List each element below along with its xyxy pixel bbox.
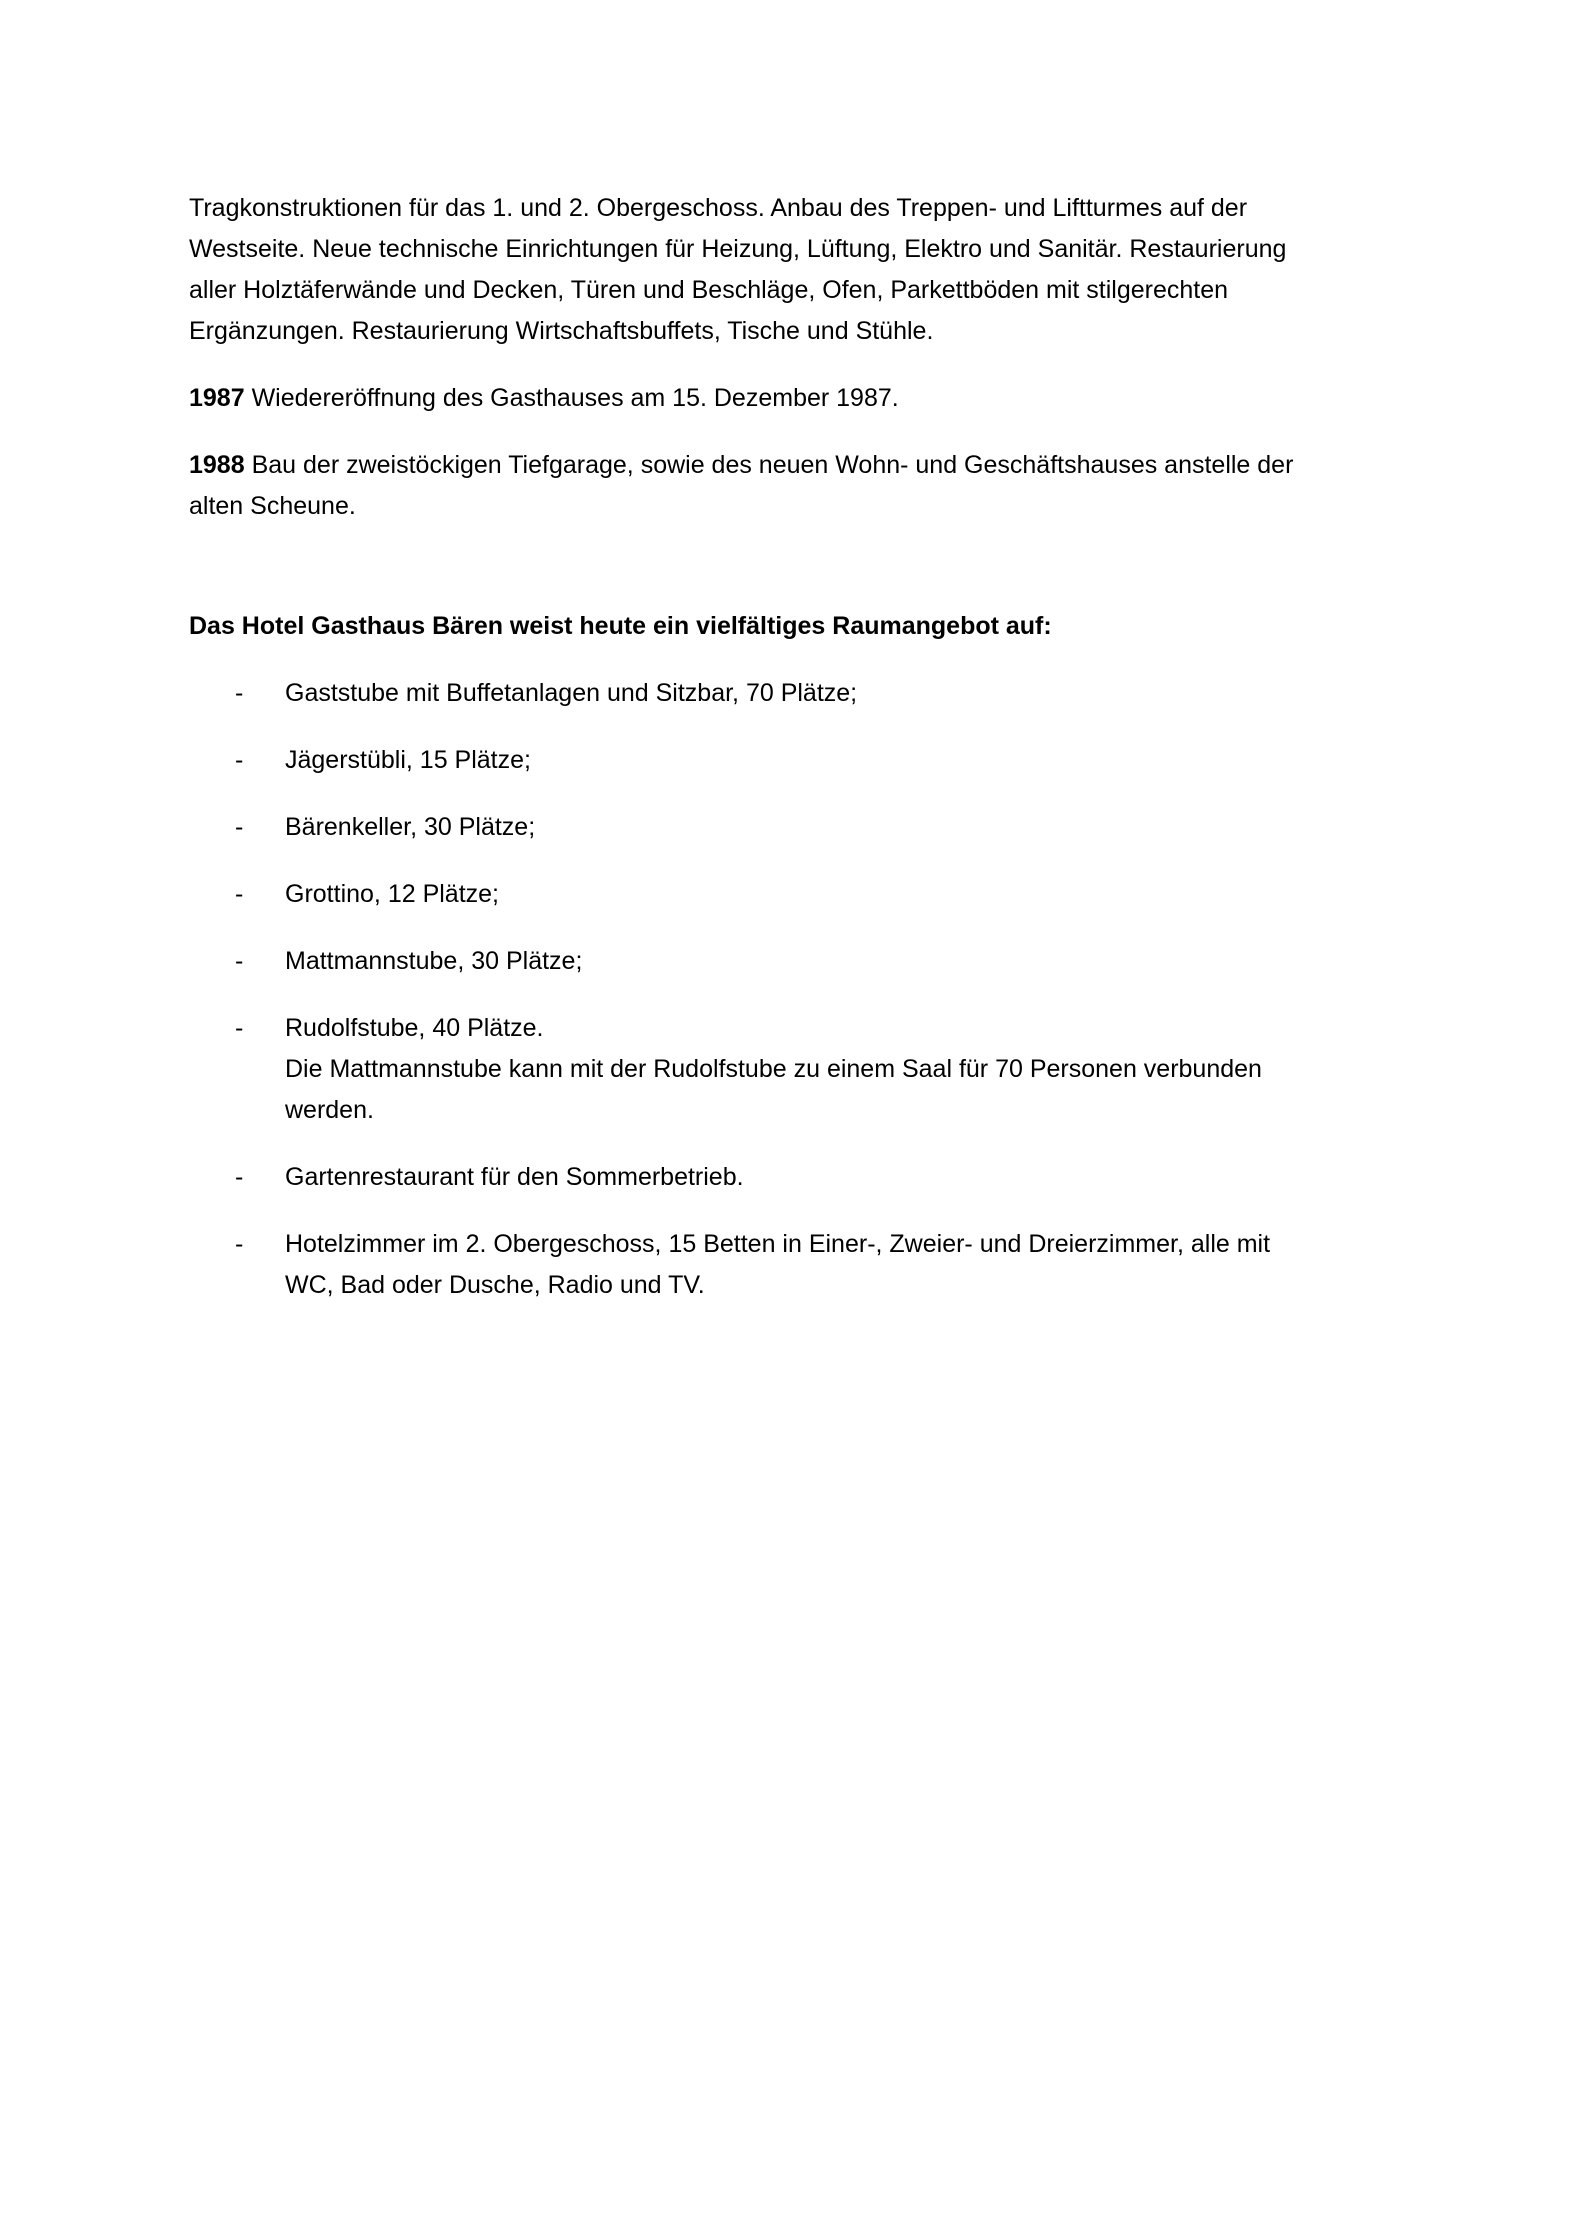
list-item-text: Gartenrestaurant für den Sommerbetrieb. <box>285 1163 744 1191</box>
history-year: 1987 <box>189 384 245 412</box>
bullet-dash: - <box>235 1014 244 1042</box>
list-item-text: Hotelzimmer im 2. Obergeschoss, 15 Betten in Einer-, Zweier- und Dreierzimmer, alle mit <box>285 1230 1271 1258</box>
document-page <box>189 188 1389 1332</box>
intro-line: Ergänzungen. Restaurierung Wirtschaftsbuffets, Tische und Stühle. <box>189 317 934 345</box>
rooms-heading: Das Hotel Gasthaus Bären weist heute ein vielfältiges Raumangebot auf: <box>189 612 1052 640</box>
list-item <box>189 1224 1389 1306</box>
list-item <box>189 874 1389 915</box>
intro-paragraph <box>189 188 1389 352</box>
list-item <box>189 941 1389 982</box>
list-item-text: werden. <box>285 1096 374 1124</box>
intro-line: aller Holztäferwände und Decken, Türen und Beschläge, Ofen, Parkettböden mit stilgerechten <box>189 276 1229 304</box>
history-year: 1988 <box>189 451 245 479</box>
list-item <box>189 807 1389 848</box>
list-item-text: Gaststube mit Buffetanlagen und Sitzbar, 70 Plätze; <box>285 679 858 707</box>
history-text: alten Scheune. <box>189 492 356 520</box>
history-entry-1988 <box>189 445 1389 527</box>
list-item-text: Rudolfstube, 40 Plätze. <box>285 1014 544 1042</box>
bullet-dash: - <box>235 746 244 774</box>
bullet-dash: - <box>235 813 244 841</box>
list-item <box>189 1008 1389 1131</box>
list-item-text: Jägerstübli, 15 Plätze; <box>285 746 531 774</box>
history-text: Bau der zweistöckigen Tiefgarage, sowie des neuen Wohn- und Geschäftshauses anstelle der <box>251 451 1294 479</box>
list-item-text: Mattmannstube, 30 Plätze; <box>285 947 583 975</box>
history-entry-1987 <box>189 378 1389 419</box>
rooms-list <box>189 673 1389 1306</box>
list-item <box>189 740 1389 781</box>
list-item <box>189 673 1389 714</box>
list-item-text: Grottino, 12 Plätze; <box>285 880 500 908</box>
intro-line: Westseite. Neue technische Einrichtungen für Heizung, Lüftung, Elektro und Sanitär. Restaurierung <box>189 235 1287 263</box>
bullet-dash: - <box>235 947 244 975</box>
list-item-text: Bärenkeller, 30 Plätze; <box>285 813 536 841</box>
list-item-text: WC, Bad oder Dusche, Radio und TV. <box>285 1271 705 1299</box>
section-spacer <box>189 553 1389 606</box>
bullet-dash: - <box>235 679 244 707</box>
history-text: Wiedereröffnung des Gasthauses am 15. Dezember 1987. <box>251 384 899 412</box>
bullet-dash: - <box>235 1163 244 1191</box>
bullet-dash: - <box>235 880 244 908</box>
list-item <box>189 1157 1389 1198</box>
bullet-dash: - <box>235 1230 244 1258</box>
list-item-text: Die Mattmannstube kann mit der Rudolfstube zu einem Saal für 70 Personen verbunden <box>285 1055 1262 1083</box>
intro-line: Tragkonstruktionen für das 1. und 2. Obergeschoss. Anbau des Treppen- und Liftturmes auf der <box>189 194 1248 222</box>
